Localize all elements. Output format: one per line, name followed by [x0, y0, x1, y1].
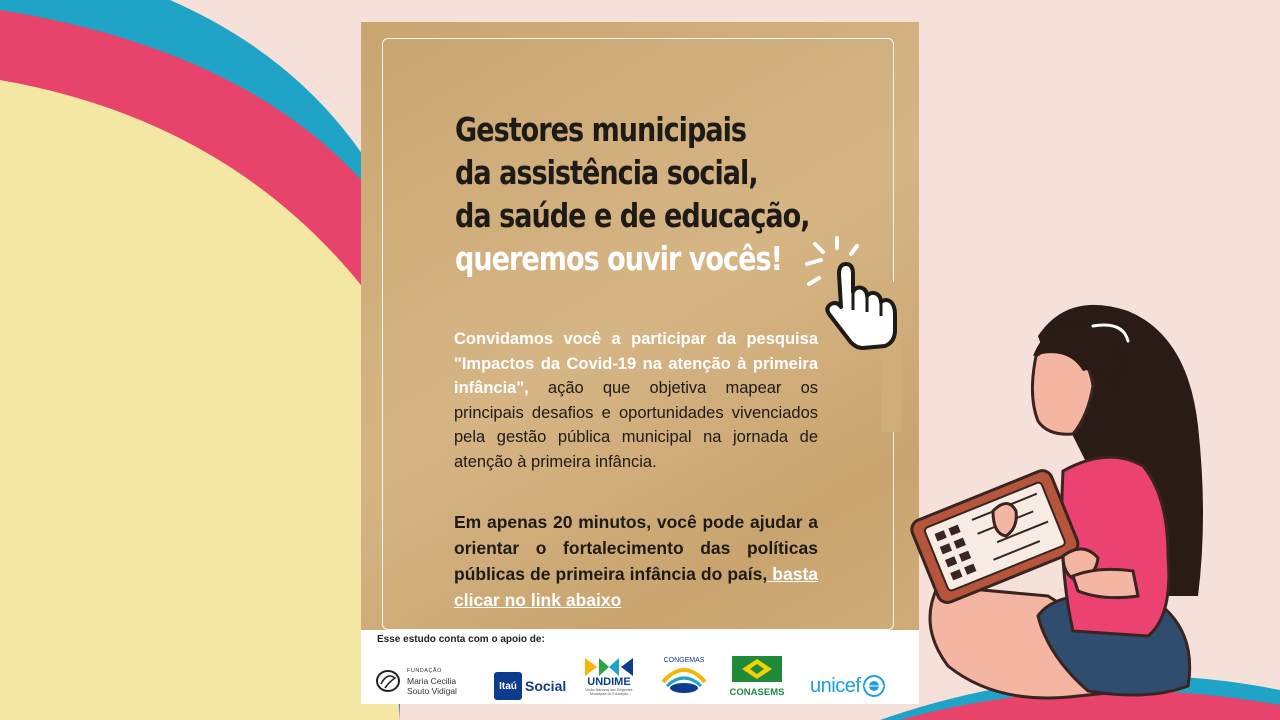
call-to-action-paragraph [454, 509, 818, 613]
logo-fmcsv [375, 666, 457, 696]
survey-link[interactable]: basta clicar no link abaixo [454, 564, 819, 610]
unicef-word: unicef [810, 674, 861, 697]
undime-word: UNDIME [587, 676, 631, 688]
conasems-emblem-icon [732, 656, 782, 682]
logo-undime [582, 658, 636, 696]
survey-title-highlight: Convidamos você a participar da pesquisa "Impactos da Covid-19 na atenção à primeira infância", [454, 330, 818, 397]
fmcsv-line-2: Souto Vidigal [407, 686, 457, 696]
logo-conasems [729, 656, 785, 698]
logo-congemas [657, 652, 711, 696]
headline-line-4: queremos ouvir vocês! [455, 239, 782, 278]
invitation-paragraph [454, 327, 818, 474]
logo-itau-social [494, 672, 566, 700]
survey-description: ação que objetiva mapear os principais desafios e oportunidades vivenciados pela gestão pública municipal na jornada de atenção à primeira infância. [454, 379, 818, 471]
itau-box: Itaú [494, 672, 522, 700]
headline-line-1: Gestores municipais [455, 110, 747, 149]
conasems-word: CONASEMS [729, 687, 785, 698]
sponsors-title: Esse estudo conta com o apoio de: [377, 634, 545, 645]
headline-line-2: da assistência social, [455, 153, 758, 192]
undime-sub: União Nacional dos Dirigentes Municipais de Educação [585, 688, 633, 696]
logo-unicef [810, 674, 886, 698]
fmcsv-small: FUNDAÇÃO [407, 668, 442, 674]
fmcsv-line-1: Maria Cecilia [407, 676, 457, 686]
call-to-action-text: Em apenas 20 minutos, você pode ajudar a orientar o fortalecimento das políticas públicas de primeira infância do país, [454, 512, 818, 584]
survey-poster [361, 22, 919, 704]
un-emblem-icon [862, 674, 886, 698]
itau-social-word: Social [525, 678, 567, 694]
poster-headline [455, 108, 810, 280]
undime-emblem-icon [585, 658, 633, 676]
headline-line-3: da saúde e de educação, [455, 196, 810, 235]
girl-with-tablet-illustration [898, 296, 1280, 720]
congemas-word: CONGEMAS [663, 657, 705, 664]
fmcsv-emblem-icon [375, 668, 403, 694]
sponsors-footer [361, 630, 919, 704]
